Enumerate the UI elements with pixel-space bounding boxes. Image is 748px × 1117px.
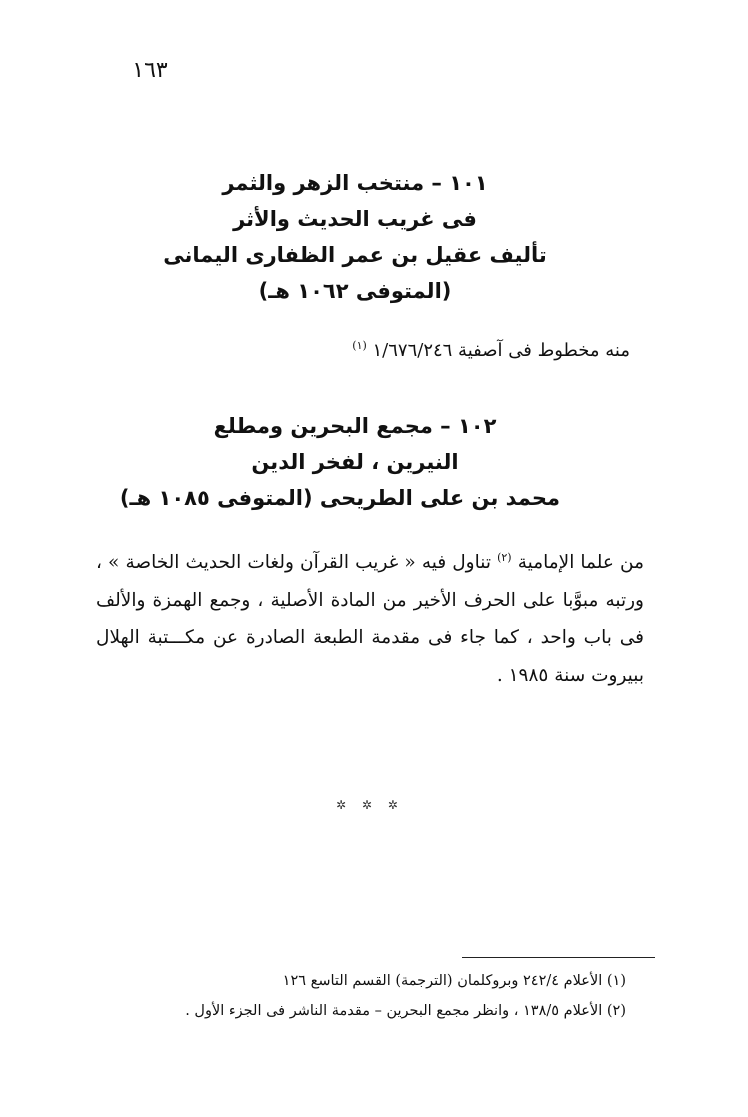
entry-author-line: تأليف عقيل بن عمر الظفارى اليمانى: [163, 243, 547, 267]
entry-author-line: محمد بن على الطريحى (المتوفى ١٠٨٥ هـ): [119, 486, 560, 510]
entry-heading-102: [119, 408, 560, 516]
footnote-ref-1: (١): [352, 339, 367, 352]
entry-title-line: فى غريب الحديث والأثر: [233, 207, 477, 231]
description-text-rest: تناول فيه « غريب القرآن ولغات الحديث الخاصة » ، ورتبه مبوَّبا على الحرف الأخير من المادة الأصلية ، وجمع الهمزة والألف فى باب واحد ، كما جاء فى مقدمة الطبعة الصادرة عن مكـــتبة الهلال ببيروت سنة ١٩٨٥ .: [96, 552, 644, 686]
section-separator: ✲ ✲ ✲: [336, 798, 404, 812]
entry-title-line: ١٠٢ – مجمع البحرين ومطلع: [213, 414, 497, 438]
manuscript-note-text: منه مخطوط فى آصفية ١/٦٧٦/٢٤٦: [372, 340, 630, 361]
description-text-start: من علما الإمامية: [517, 552, 644, 573]
manuscript-note: [352, 340, 630, 361]
entry-title-line: النيرين ، لفخر الدين: [251, 450, 459, 474]
footnote-2: (٢) الأعلام ١٣٨/٥ ، وانظر مجمع البحرين – مقدمة الناشر فى الجزء الأول .: [185, 1003, 626, 1019]
footnote-divider: [462, 957, 655, 958]
footnote-ref-2: (٢): [497, 550, 512, 564]
footnotes: [185, 966, 626, 1026]
entry-death-date: (المتوفى ١٠٦٢ هـ): [258, 279, 452, 303]
entry-heading-101: [150, 165, 560, 309]
entry-title-line: ١٠١ – منتخب الزهر والثمر: [222, 171, 488, 195]
page-number: ١٦٣: [132, 58, 168, 83]
entry-description: [96, 544, 644, 694]
footnote-1: (١) الأعلام ٢٤٢/٤ وبروكلمان (الترجمة) القسم التاسع ١٢٦: [282, 973, 626, 989]
